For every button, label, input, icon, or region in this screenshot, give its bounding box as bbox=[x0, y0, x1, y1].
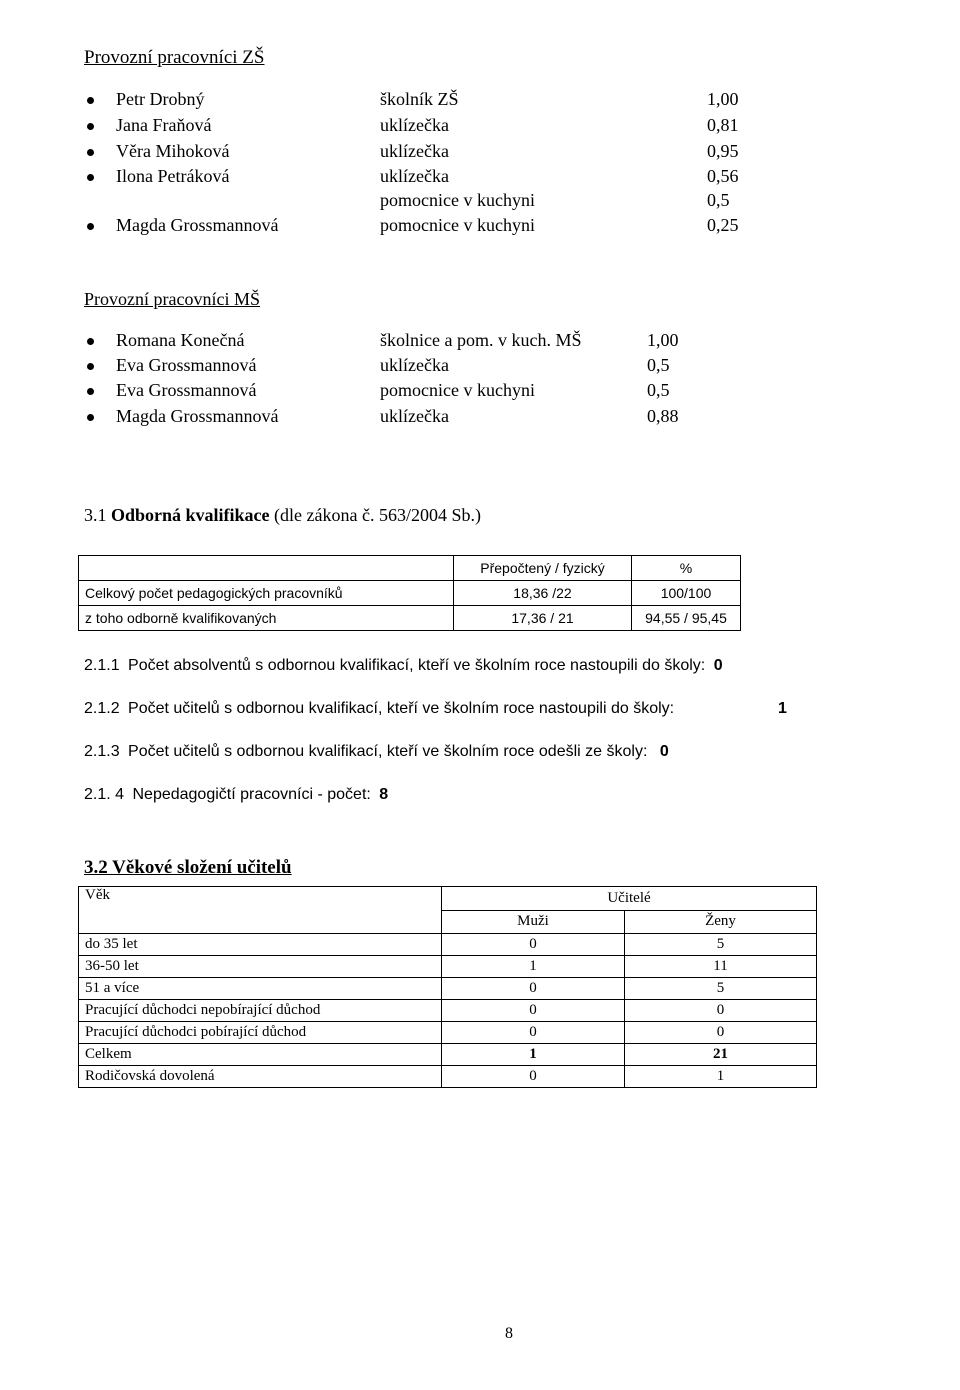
table-cell: 17,36 / 21 bbox=[454, 606, 632, 631]
line-number: 2.1.2 bbox=[84, 700, 120, 717]
line-number: 2.1. 4 bbox=[84, 786, 125, 803]
employee-role: uklízečka bbox=[380, 355, 449, 375]
employee-fte: 1,00 bbox=[707, 89, 739, 109]
employee-name: Magda Grossmannová bbox=[116, 406, 279, 426]
employee-fte: 0,5 bbox=[647, 355, 670, 375]
table-cell: Rodičovská dovolená bbox=[79, 1066, 442, 1088]
line-text: Nepedagogičtí pracovníci - počet: bbox=[132, 786, 371, 803]
line-text: Počet učitelů s odbornou kvalifikací, kteří ve školním roce odešli ze školy: bbox=[128, 743, 648, 760]
table-cell: 0 bbox=[625, 1000, 817, 1022]
bullet-icon bbox=[87, 97, 94, 104]
table-cell: 100/100 bbox=[632, 581, 741, 606]
section-title-zs: Provozní pracovníci ZŠ bbox=[84, 47, 265, 68]
table-cell: 0 bbox=[442, 934, 625, 956]
bullet-icon bbox=[87, 388, 94, 395]
table-cell: 0 bbox=[442, 978, 625, 1000]
employee-name: Eva Grossmannová bbox=[116, 355, 257, 375]
line-number: 2.1.3 bbox=[84, 743, 120, 760]
table-cell: Pracující důchodci pobírající důchod bbox=[79, 1022, 442, 1044]
table-cell: 94,55 / 95,45 bbox=[632, 606, 741, 631]
employee-name: Jana Fraňová bbox=[116, 115, 212, 135]
table-row bbox=[79, 956, 817, 978]
table-header-cell: Věk bbox=[79, 887, 442, 934]
bullet-icon bbox=[87, 338, 94, 345]
table-cell: Celkový počet pedagogických pracovníků bbox=[79, 581, 454, 606]
employee-name: Magda Grossmannová bbox=[116, 215, 279, 235]
employee-name: Ilona Petráková bbox=[116, 166, 230, 186]
section-number: 3.1 bbox=[84, 505, 107, 525]
employee-fte: 0,95 bbox=[707, 141, 739, 161]
table-header-cell: Přepočtený / fyzický bbox=[454, 556, 632, 581]
table-cell: 18,36 /22 bbox=[454, 581, 632, 606]
table-cell: 11 bbox=[625, 956, 817, 978]
qualification-table bbox=[78, 555, 741, 631]
line-number: 2.1.1 bbox=[84, 657, 120, 674]
table-cell: Celkem bbox=[79, 1044, 442, 1066]
bullet-icon bbox=[87, 123, 94, 130]
table-cell: 0 bbox=[442, 1066, 625, 1088]
employee-fte: 0,81 bbox=[707, 115, 739, 135]
employee-role: pomocnice v kuchyni bbox=[380, 215, 535, 235]
table-header-cell: Učitelé bbox=[442, 887, 817, 911]
employee-role: uklízečka bbox=[380, 166, 449, 186]
count-line bbox=[84, 657, 723, 675]
table-header-cell: Ženy bbox=[625, 910, 817, 934]
table-row-total bbox=[79, 1044, 817, 1066]
table-cell: 5 bbox=[625, 978, 817, 1000]
table-cell: 0 bbox=[625, 1022, 817, 1044]
employee-name: Petr Drobný bbox=[116, 89, 205, 109]
section-subtitle: (dle zákona č. 563/2004 Sb.) bbox=[274, 505, 481, 525]
employee-fte: 0,5 bbox=[707, 190, 730, 210]
table-cell: 0 bbox=[442, 1022, 625, 1044]
line-value: 1 bbox=[778, 700, 787, 717]
section-heading-3-2: 3.2 Věkové složení učitelů bbox=[84, 857, 292, 878]
employee-role: uklízečka bbox=[380, 141, 449, 161]
table-row bbox=[79, 978, 817, 1000]
table-cell: 1 bbox=[442, 1044, 625, 1066]
table-cell: Pracující důchodci nepobírající důchod bbox=[79, 1000, 442, 1022]
table-header-cell: % bbox=[632, 556, 741, 581]
table-cell: 5 bbox=[625, 934, 817, 956]
employee-fte: 1,00 bbox=[647, 330, 679, 350]
table-cell: z toho odborně kvalifikovaných bbox=[79, 606, 454, 631]
page-number: 8 bbox=[505, 1325, 513, 1342]
bullet-icon bbox=[87, 223, 94, 230]
table-row bbox=[79, 1000, 817, 1022]
count-line bbox=[84, 786, 388, 804]
employee-fte: 0,88 bbox=[647, 406, 679, 426]
table-cell: 36-50 let bbox=[79, 956, 442, 978]
bullet-icon bbox=[87, 414, 94, 421]
count-line bbox=[84, 743, 669, 761]
table-cell: 0 bbox=[442, 1000, 625, 1022]
table-header-row bbox=[79, 887, 817, 911]
employee-fte: 0,5 bbox=[647, 380, 670, 400]
table-row bbox=[79, 934, 817, 956]
table-header-cell bbox=[79, 556, 454, 581]
table-cell: 1 bbox=[625, 1066, 817, 1088]
count-line bbox=[84, 700, 787, 718]
section-title-ms: Provozní pracovníci MŠ bbox=[84, 289, 260, 309]
line-value: 0 bbox=[659, 743, 669, 760]
table-cell: 1 bbox=[442, 956, 625, 978]
line-value: 8 bbox=[379, 786, 389, 803]
table-cell: do 35 let bbox=[79, 934, 442, 956]
table-row bbox=[79, 581, 741, 606]
table-cell: 51 a více bbox=[79, 978, 442, 1000]
table-cell: 21 bbox=[625, 1044, 817, 1066]
employee-role: uklízečka bbox=[380, 115, 449, 135]
section-title: Odborná kvalifikace bbox=[111, 505, 270, 525]
employee-role: pomocnice v kuchyni bbox=[380, 190, 535, 210]
employee-fte: 0,25 bbox=[707, 215, 739, 235]
table-row bbox=[79, 1022, 817, 1044]
bullet-icon bbox=[87, 149, 94, 156]
table-header-cell: Muži bbox=[442, 910, 625, 934]
line-text: Počet absolventů s odbornou kvalifikací, kteří ve školním roce nastoupili do školy: bbox=[128, 657, 706, 674]
employee-name: Věra Mihoková bbox=[116, 141, 230, 161]
line-text: Počet učitelů s odbornou kvalifikací, kteří ve školním roce nastoupili do školy: bbox=[128, 700, 675, 717]
employee-role: pomocnice v kuchyni bbox=[380, 380, 535, 400]
employee-name: Romana Konečná bbox=[116, 330, 245, 350]
table-row bbox=[79, 1066, 817, 1088]
employee-name: Eva Grossmannová bbox=[116, 380, 257, 400]
bullet-icon bbox=[87, 174, 94, 181]
employee-role: školnice a pom. v kuch. MŠ bbox=[380, 330, 582, 350]
employee-role: školník ZŠ bbox=[380, 89, 459, 109]
employee-fte: 0,56 bbox=[707, 166, 739, 186]
section-heading-3-1 bbox=[84, 505, 481, 526]
employee-role: uklízečka bbox=[380, 406, 449, 426]
line-value: 0 bbox=[713, 657, 723, 674]
table-row bbox=[79, 606, 741, 631]
bullet-icon bbox=[87, 363, 94, 370]
table-header-row bbox=[79, 556, 741, 581]
age-table bbox=[78, 886, 817, 1088]
